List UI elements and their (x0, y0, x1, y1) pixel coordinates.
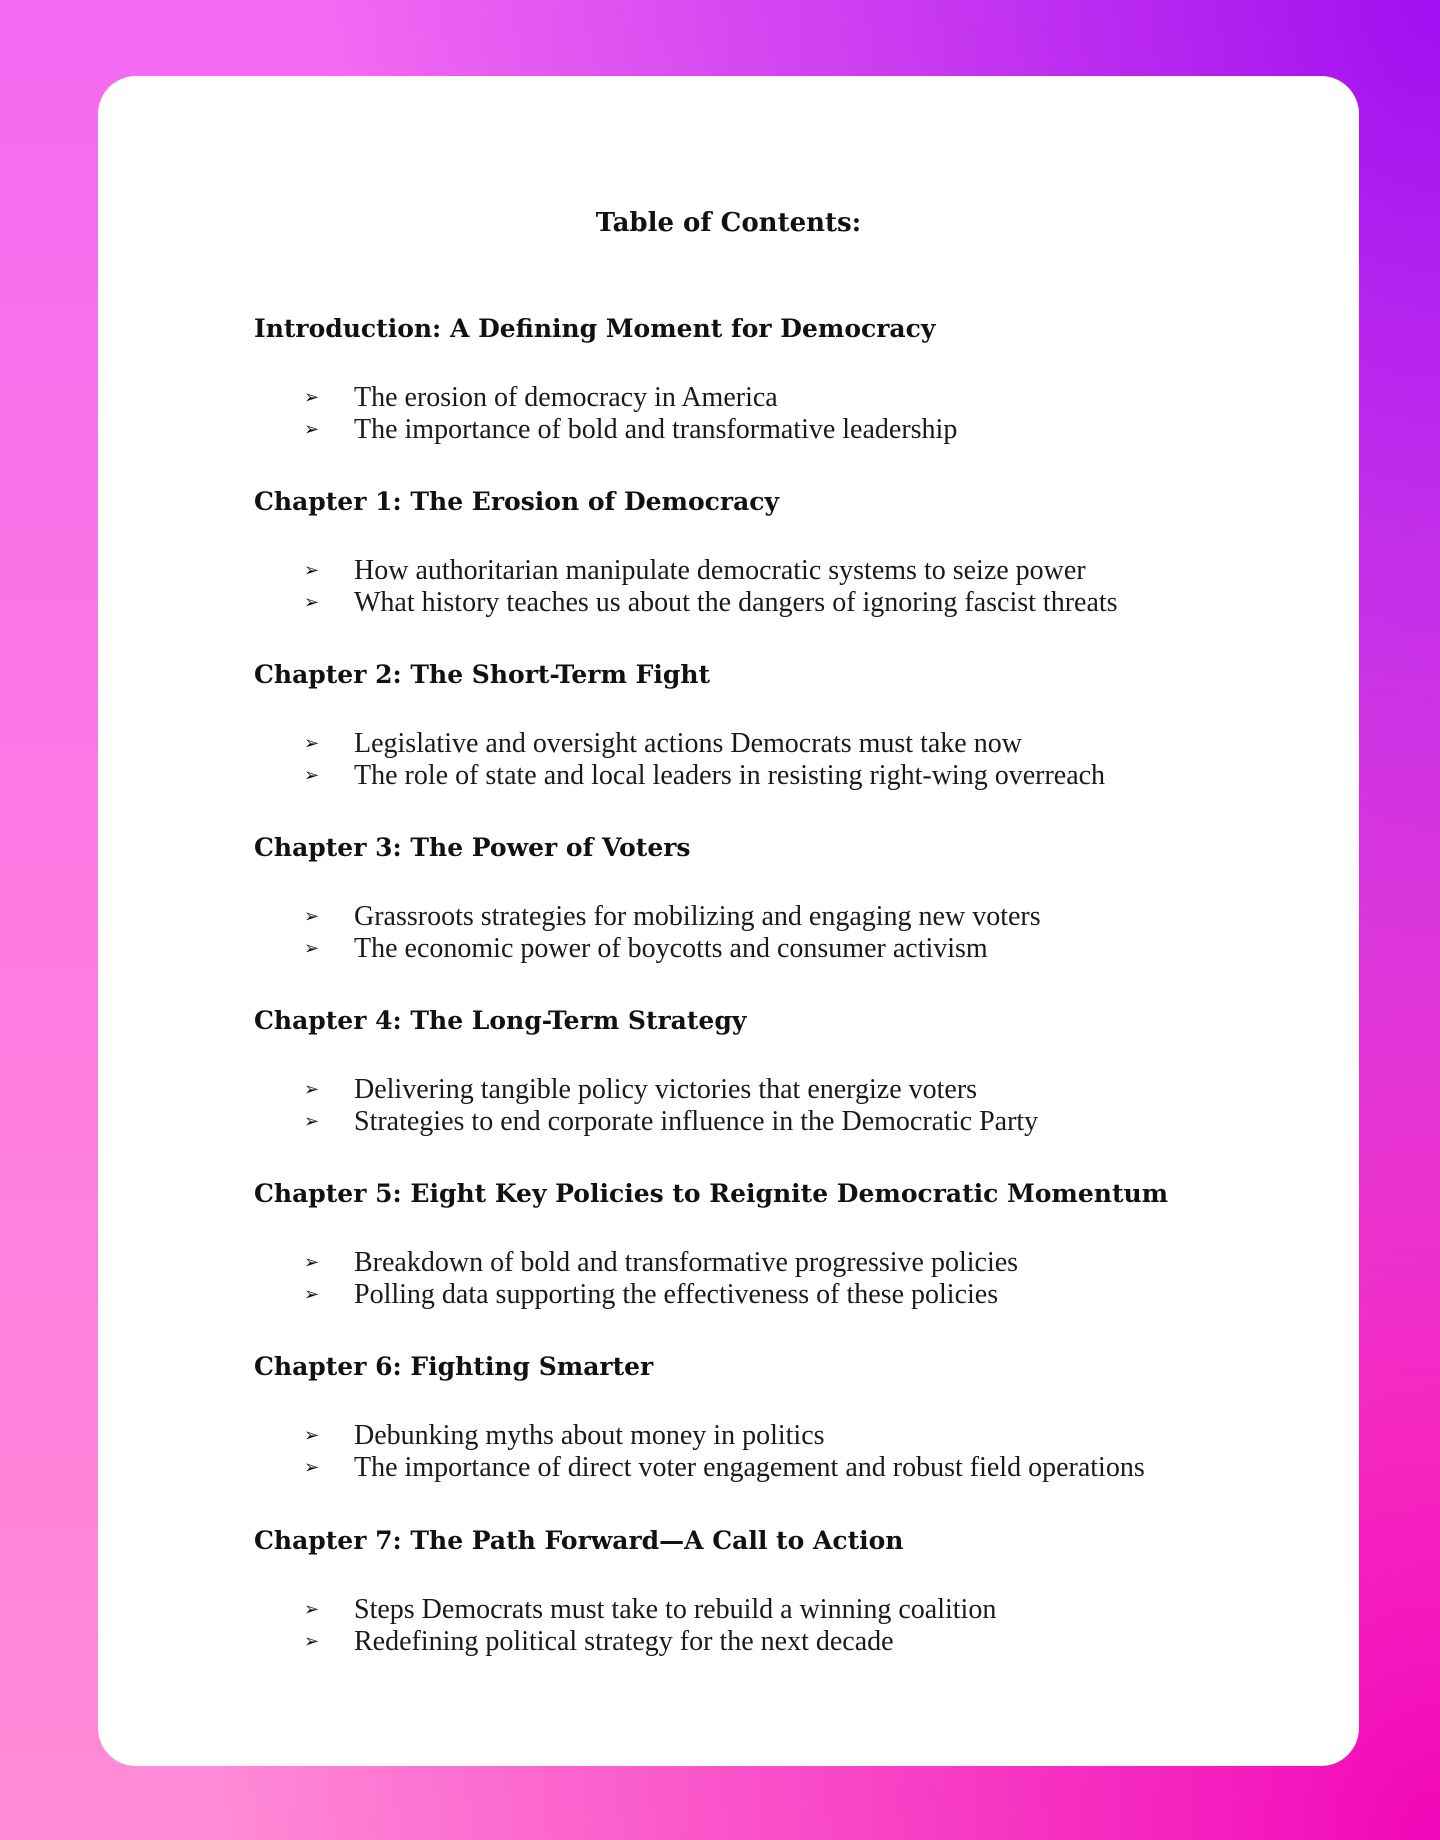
list-item-text: The role of state and local leaders in resisting right-wing overreach (354, 760, 1106, 791)
list-item (304, 555, 1294, 587)
toc-section-chapter-1 (254, 485, 1294, 619)
arrowhead-bullet-icon: ➢ (304, 938, 320, 959)
list-item (304, 1074, 1294, 1106)
list-item-text: Breakdown of bold and transformative progressive policies (354, 1247, 1019, 1278)
section-heading: Chapter 7: The Path Forward—A Call to Action (254, 1526, 904, 1555)
arrowhead-bullet-icon: ➢ (304, 733, 320, 754)
list-item (304, 728, 1294, 760)
arrowhead-bullet-icon: ➢ (304, 419, 320, 440)
toc-section-chapter-5 (254, 1177, 1294, 1311)
arrowhead-bullet-icon: ➢ (304, 906, 320, 927)
list-item (304, 1452, 1294, 1484)
arrowhead-bullet-icon: ➢ (304, 1284, 320, 1305)
toc-section-chapter-7 (254, 1524, 1294, 1658)
bullet-list (254, 901, 1294, 965)
list-item (304, 933, 1294, 965)
arrowhead-bullet-icon: ➢ (304, 592, 320, 613)
toc-section-chapter-6 (254, 1350, 1294, 1484)
list-item (304, 1106, 1294, 1138)
bullet-list (254, 728, 1294, 792)
list-item (304, 1594, 1294, 1626)
list-item-text: Strategies to end corporate influence in the Democratic Party (354, 1106, 1039, 1137)
section-heading: Introduction: A Defining Moment for Democracy (254, 314, 936, 343)
document-card (98, 76, 1359, 1766)
arrowhead-bullet-icon: ➢ (304, 1457, 320, 1478)
list-item (304, 1279, 1294, 1311)
section-heading: Chapter 3: The Power of Voters (254, 833, 691, 862)
list-item-text: What history teaches us about the dangers of ignoring fascist threats (354, 587, 1118, 618)
arrowhead-bullet-icon: ➢ (304, 1252, 320, 1273)
list-item-text: Polling data supporting the effectiveness of these policies (354, 1279, 999, 1310)
list-item-text: The importance of bold and transformative leadership (354, 414, 958, 445)
list-item-text: Redefining political strategy for the next decade (354, 1626, 894, 1657)
bullet-list (254, 382, 1294, 446)
arrowhead-bullet-icon: ➢ (304, 387, 320, 408)
list-item (304, 414, 1294, 446)
arrowhead-bullet-icon: ➢ (304, 1111, 320, 1132)
section-heading: Chapter 4: The Long-Term Strategy (254, 1006, 747, 1035)
list-item-text: Legislative and oversight actions Democrats must take now (354, 728, 1022, 759)
list-item-text: Debunking myths about money in politics (354, 1420, 825, 1451)
bullet-list (254, 1247, 1294, 1311)
page-title: Table of Contents: (595, 208, 862, 238)
bullet-list (254, 555, 1294, 619)
toc-section-chapter-3 (254, 831, 1294, 965)
arrowhead-bullet-icon: ➢ (304, 1425, 320, 1446)
list-item-text: The erosion of democracy in America (354, 382, 778, 413)
bullet-list (254, 1074, 1294, 1138)
arrowhead-bullet-icon: ➢ (304, 765, 320, 786)
section-heading: Chapter 6: Fighting Smarter (254, 1352, 654, 1381)
list-item-text: How authoritarian manipulate democratic systems to seize power (354, 555, 1086, 586)
list-item-text: Grassroots strategies for mobilizing and engaging new voters (354, 901, 1041, 932)
section-heading: Chapter 2: The Short-Term Fight (254, 660, 711, 689)
bullet-list (254, 1420, 1294, 1484)
arrowhead-bullet-icon: ➢ (304, 1599, 320, 1620)
list-item (304, 760, 1294, 792)
arrowhead-bullet-icon: ➢ (304, 560, 320, 581)
list-item-text: The importance of direct voter engagement and robust field operations (354, 1452, 1145, 1483)
list-item (304, 1247, 1294, 1279)
arrowhead-bullet-icon: ➢ (304, 1079, 320, 1100)
list-item (304, 901, 1294, 933)
bullet-list (254, 1594, 1294, 1658)
section-heading: Chapter 5: Eight Key Policies to Reignite Democratic Momentum (254, 1179, 1169, 1208)
toc-section-chapter-4 (254, 1004, 1294, 1138)
list-item (304, 587, 1294, 619)
toc-section-chapter-2 (254, 658, 1294, 792)
list-item (304, 1420, 1294, 1452)
list-item (304, 1626, 1294, 1658)
section-heading: Chapter 1: The Erosion of Democracy (254, 487, 780, 516)
toc-section-introduction (254, 312, 1294, 446)
list-item-text: The economic power of boycotts and consumer activism (354, 933, 988, 964)
arrowhead-bullet-icon: ➢ (304, 1631, 320, 1652)
list-item (304, 382, 1294, 414)
list-item-text: Delivering tangible policy victories that energize voters (354, 1074, 978, 1105)
list-item-text: Steps Democrats must take to rebuild a winning coalition (354, 1594, 997, 1625)
